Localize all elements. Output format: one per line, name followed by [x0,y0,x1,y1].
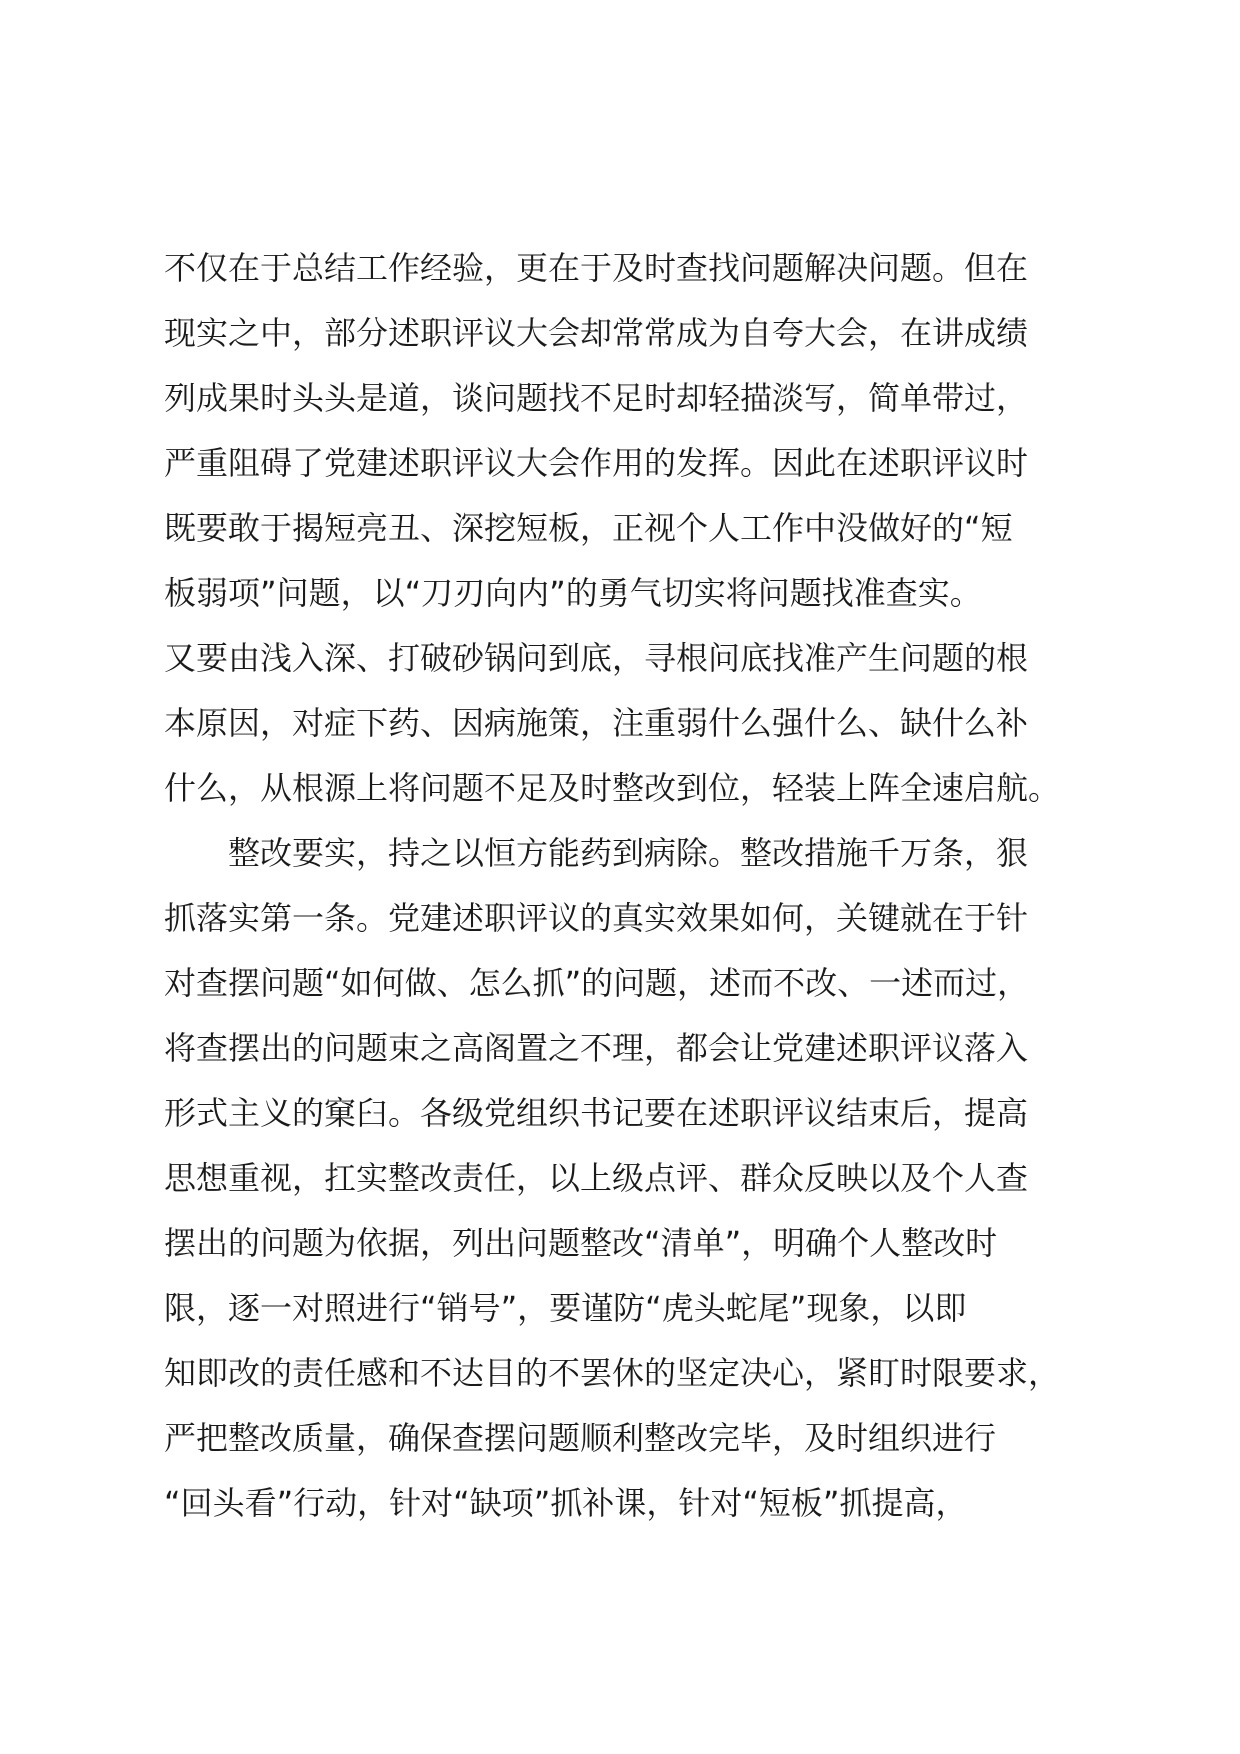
text-line: “回头看”行动，针对“缺项”抓补课，针对“短板”抓提高， [164,1484,968,1522]
text-line: 现实之中，部分述职评议大会却常常成为自夸大会，在讲成绩 [164,314,1029,352]
text-line: 既要敢于揭短亮丑、深挖短板，正视个人工作中没做好的“短 [164,509,1013,547]
text-line: 又要由浅入深、打破砂锅问到底，寻根问底找准产生问题的根 [164,639,1029,677]
text-line: 将查摆出的问题束之高阁置之不理，都会让党建述职评议落入 [164,1029,1029,1067]
text-line: 列成果时头头是道，谈问题找不足时却轻描淡写，简单带过， [164,379,1029,417]
text-line: 知即改的责任感和不达目的不罢休的坚定决心，紧盯时限要求， [164,1354,1061,1392]
text-line: 对查摆问题“如何做、怎么抓”的问题，述而不改、一述而过， [164,964,1030,1002]
text-line: 思想重视，扛实整改责任，以上级点评、群众反映以及个人查 [164,1159,1029,1197]
text-line: 限，逐一对照进行“销号”，要谨防“虎头蛇尾”现象，以即 [164,1289,967,1327]
text-line: 抓落实第一条。党建述职评议的真实效果如何，关键就在于针 [164,899,1029,937]
text-line: 严把整改质量，确保查摆问题顺利整改完毕，及时组织进行 [164,1419,997,1457]
text-line: 本原因，对症下药、因病施策，注重弱什么强什么、缺什么补 [164,704,1029,742]
text-line: 什么，从根源上将问题不足及时整改到位，轻装上阵全速启航。 [164,769,1061,807]
body-text [164,236,1124,1536]
text-line: 不仅在于总结工作经验，更在于及时查找问题解决问题。但在 [164,249,1029,287]
text-line: 严重阻碍了党建述职评议大会作用的发挥。因此在述职评议时 [164,444,1029,482]
text-line: 板弱项”问题，以“刀刃向内”的勇气切实将问题找准查实。 [164,574,982,612]
paragraph-start-line: 整改要实，持之以恒方能药到病除。整改措施千万条，狠 [228,834,1029,872]
text-line: 摆出的问题为依据，列出问题整改“清单”，明确个人整改时 [164,1224,998,1262]
text-line: 形式主义的窠臼。各级党组织书记要在述职评议结束后，提高 [164,1094,1029,1132]
